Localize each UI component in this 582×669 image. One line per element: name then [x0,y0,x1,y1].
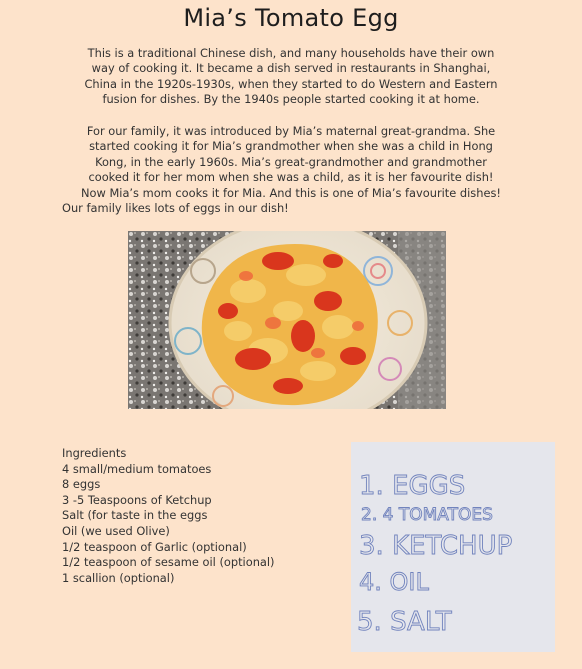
family-line: started cooking it for Mia’s grandmother when she was a child in Hong [89,139,493,154]
history-line: way of cooking it. It became a dish served in restaurants in Shanghai, [91,61,491,76]
history-line: China in the 1920s-1930s, when they started to do Western and Eastern [84,76,498,91]
handwritten-line: 1. EGGS [359,471,466,501]
handwritten-line: 4. OIL [359,568,429,596]
ingredients-heading: Ingredients [62,446,127,460]
ingredient-item: 1/2 teaspoon of Garlic (optional) [62,539,247,554]
ingredient-item: 1 scallion (optional) [62,570,175,585]
dish-illustration [128,231,446,409]
family-line: Kong, in the early 1960s. Mia’s great-grandmother and grandmother [95,154,487,169]
ingredient-item: Oil (we used Olive) [62,523,170,538]
ingredient-item: 3 -5 Teaspoons of Ketchup [62,492,212,507]
family-paragraph [52,124,530,216]
handwritten-list [351,442,555,652]
ingredient-item: 1/2 teaspoon of sesame oil (optional) [62,555,275,570]
family-line: Our family likes lots of eggs in our dish! [62,201,289,216]
ingredient-item: Salt (for taste in the eggs [62,508,208,523]
family-line: For our family, it was introduced by Mia’s maternal great-grandma. She [86,124,496,138]
handwritten-note-photo [351,442,555,652]
tomato-egg-photo [128,231,446,409]
handwritten-line: 5. SALT [357,607,452,637]
history-paragraph [52,46,530,108]
page-title: Mia’s Tomato Egg [183,4,399,32]
family-line: Now Mia’s mom cooks it for Mia. And this is one of Mia’s favourite dishes! [81,185,501,200]
history-line: fusion for dishes. By the 1940s people started cooking it at home. [102,92,480,107]
family-line: cooked it for her mom when she was a child, as it is her favourite dish! [88,170,494,185]
ingredient-item: 4 small/medium tomatoes [62,461,212,476]
handwritten-line: 3. KETCHUP [359,531,513,561]
ingredients-list [62,446,332,586]
ingredient-item: 8 eggs [62,477,101,492]
history-line: This is a traditional Chinese dish, and many households have their own [87,46,495,60]
handwritten-line: 2. 4 TOMATOES [361,505,493,525]
